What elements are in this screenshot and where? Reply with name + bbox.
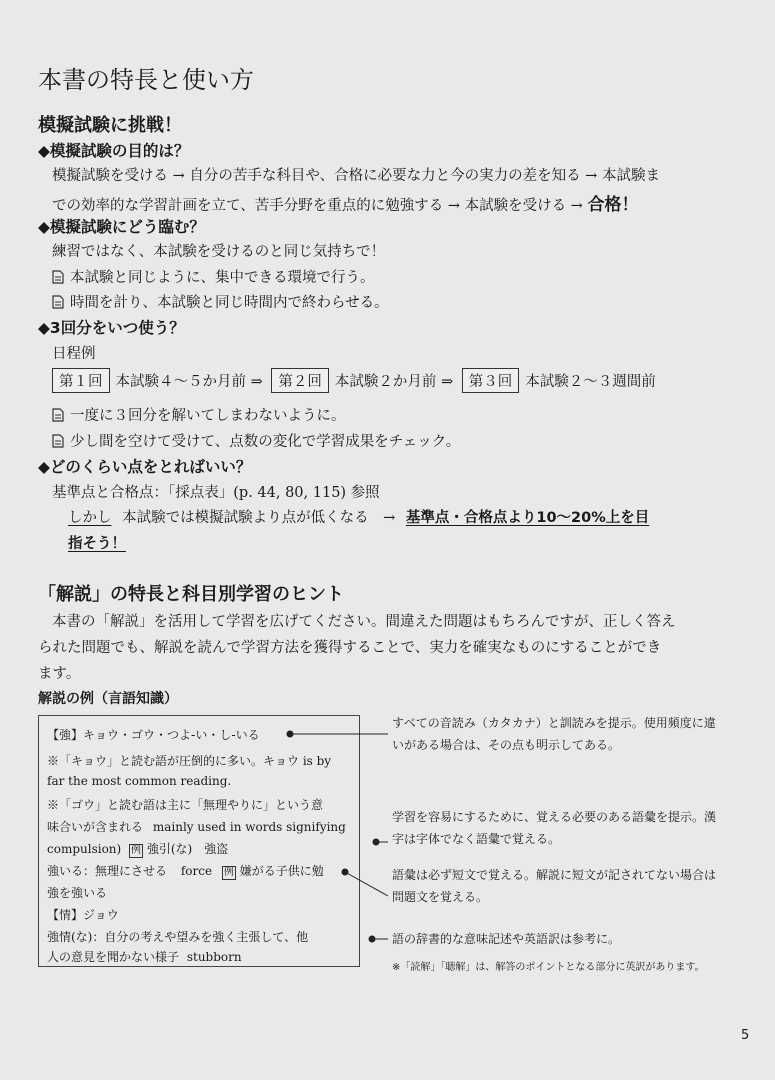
q1-pass: 合格！ [587, 195, 639, 215]
q1-line2-text: での効率的な学習計画を立て、苦手分野を重点的に勉強する → 本試験を受ける → [52, 198, 583, 214]
example-heading: 解説の例（言語知識） [38, 691, 178, 707]
example-line-4: ※「ゴウ」と読む語は主に「無理やりに」という意 [47, 798, 324, 812]
round2-box: 第２回 [271, 368, 329, 393]
section2-para-line1: 本書の「解説」を活用して学習を広げてください。間違えた問題はもちろんですが、正しく答え [52, 614, 676, 630]
q4-goal-line2: 指そう！ [68, 536, 126, 552]
page-title: 本書の特長と使い方 [38, 66, 254, 94]
note-vocabulary: 学習を容易にするために、覚える必要のある語彙を提示。漢字は字体でなく語彙で覚える。 [392, 810, 717, 846]
round1-box: 第１回 [52, 368, 110, 393]
round2-text: 本試験２か月前 ⇒ [334, 374, 454, 390]
example-tag: 例 [131, 845, 142, 856]
q4-heading: ◆どのくらい点をとればいい？ [38, 458, 252, 476]
example-line-3: far the most common reading. [47, 774, 232, 788]
q1-line1: 模擬試験を受ける → 自分の苦手な科目や、合格に必要な力と今の実力の差を知る → 本試験ま [52, 168, 660, 184]
round3-text: 本試験２～３週間前 [525, 374, 656, 390]
footnote: ※「読解」「聴解」は、解答のポイントとなる部分に英訳があります。 [392, 962, 705, 973]
example-line-7a: 強いる：無理にさせる [47, 864, 168, 878]
example-line-5b: mainly used in words signifying [152, 820, 346, 834]
example-line-5a: 味合いが含まれる [47, 820, 144, 834]
example-line-1: 【強】キョウ・ゴウ・つよ-い・し-いる [47, 728, 260, 742]
note-dictionary: 語の辞書的な意味記述や英語訳は参考に。 [392, 932, 621, 946]
example-line-8: 強を強いる [47, 886, 108, 900]
example-tag: 例 [223, 867, 234, 878]
section2-para-line3: ます。 [38, 666, 81, 682]
q4-line2-text: 本試験では模擬試験より点が低くなる → [122, 510, 396, 526]
round3-box: 第３回 [462, 368, 520, 393]
q2-line1: 練習ではなく、本試験を受けるのと同じ気持ちで！ [52, 244, 386, 260]
page-number: 5 [741, 1028, 750, 1043]
section-heading-mock-exam: 模擬試験に挑戦！ [38, 115, 182, 136]
example-line-7b: force [180, 864, 213, 878]
example-line-6b: 強引(な) 強盗 [146, 842, 229, 856]
example-line-11b: stubborn [186, 950, 242, 964]
q1-heading: ◆模擬試験の目的は？ [38, 142, 190, 160]
section-heading-explanations: 「解説」の特長と科目別学習のヒント [38, 584, 344, 605]
example-line-10: 強情(な)：自分の考えや望みを強く主張して、他 [47, 930, 309, 944]
q4-line1: 基準点と合格点：「採点表」(p. 44, 80, 115) 参照 [52, 485, 380, 501]
example-line-9: 【情】ジョウ [47, 908, 119, 922]
q4-goal-line1: 基準点・合格点より10～20%上を目 [405, 510, 650, 526]
example-line-7c: 嫌がる子供に勉 [239, 864, 324, 878]
example-line-6a: compulsion) [47, 842, 122, 856]
q2-bullet2-text: 時間を計り、本試験と同じ時間内で終わらせる。 [70, 295, 389, 311]
q2-heading: ◆模擬試験にどう臨む？ [38, 218, 205, 236]
example-line-2: ※「キョウ」と読む語が圧倒的に多い。キョウ is by [47, 754, 332, 768]
note-readings: すべての音読み（カタカナ）と訓読みを提示。使用頻度に違いがある場合は、その点も明示してある。 [392, 716, 716, 752]
q3-bullet2-text: 少し間を空けて受けて、点数の変化で学習成果をチェック。 [70, 434, 461, 450]
example-line-11a: 人の意見を聞かない様子 [47, 950, 180, 964]
round1-text: 本試験４～５か月前 ⇒ [115, 374, 263, 390]
q3-bullet1-text: 一度に３回分を解いてしまわないように。 [70, 408, 346, 424]
note-short-sentences: 語彙は必ず短文で覚える。解説に短文が記されてない場合は問題文を覚える。 [392, 868, 717, 904]
q2-bullet1-text: 本試験と同じように、集中できる環境で行う。 [70, 270, 375, 286]
schedule-label: 日程例 [52, 346, 96, 362]
section2-para-line2: られた問題でも、解説を読んで学習方法を獲得することで、実力を確実なものにすることができ [38, 640, 662, 656]
q3-heading: ◆3回分をいつ使う？ [38, 319, 185, 337]
however-label: しかし [68, 510, 112, 526]
